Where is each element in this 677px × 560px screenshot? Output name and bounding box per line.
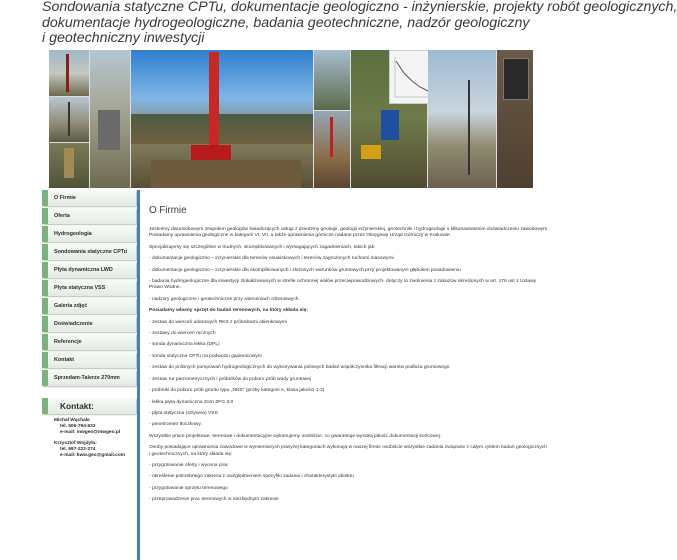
photo-field-sample (314, 111, 350, 188)
list-item-equipment: - zestaw do wierceń udarowych RKS z próbnikami okienkowymi (149, 319, 288, 325)
contact-email-1[interactable]: e-mail: mwgeo@mwgeo.pl (60, 430, 121, 435)
menu-item-galeria[interactable]: Galeria zdjęć (42, 298, 136, 314)
list-item-equipment: - próbniki do poboru prób gruntu typu „NNS" (próby kategorii A, klasa jakości 1-2) (149, 388, 325, 394)
header-photo-collage (49, 50, 533, 188)
paragraph-equipment-heading: Posiadamy własny sprzęt do badań terenowych, na który składa się: (149, 308, 309, 314)
menu-item-plyta-vss[interactable]: Płyta statyczna VSS (42, 280, 136, 296)
list-item-cycle: - określenie potrzebnego zakresu z uwzględnieniem specyfiki zadania i charakterystyki obiektu (149, 474, 354, 480)
list-item-specialization: - dokumentacje geologiczno – inżynierskie dla skomplikowanych i złożonych warunków gruntowych przy projektowanym głębokim posadowieniu (149, 267, 461, 273)
menu-item-hydrogeologia[interactable]: Hydrogeologia (42, 226, 136, 242)
list-item-equipment: - płyta statyczna (sztywna) VSS (149, 410, 218, 416)
sidebar-menu (42, 190, 136, 388)
photo-equipment-trees (314, 50, 350, 110)
photo-wheel-rig (90, 50, 130, 188)
paragraph-quality: Wszystkie prace projektowe, terenowe i dokumentacyjne wykonujemy osobiście, co gwarantuje wysoką jakość dokumentacji końcowej. (149, 433, 442, 439)
list-item-cycle: - przeprowadzenie prac terenowych w niezbędnym zakresie (149, 497, 279, 503)
list-item-cycle: - przygotowanie sprzętu terenowego (149, 485, 228, 491)
list-item-specialization: - badania hydrogeologiczne dla inwestycji zlokalizowanych w strefie ochronnej wałów przeciwpowodziowych- dotyczy to zwolnienia z zakazów określonych w art. 176 ust 1 Ustawy Prawo Wodne. (149, 279, 537, 291)
list-item-equipment: - sonda statyczna CPTu na podwoziu gąsienicowym (149, 353, 262, 359)
photo-drill-rig-field (49, 50, 89, 96)
contact-name-2: Krzysztof Wojdyła: (54, 441, 97, 446)
paragraph-cycle: Osoby posiadające uprawnienia zawodowe w wymienionych powyżej kategoriach wykonują w naszej firmie osobiście wszystkie zadania związane z całym cyklem badań geologicznych i geotechnicznych, na który składa się: (149, 445, 547, 457)
menu-item-referencje[interactable]: Referencje (42, 334, 136, 350)
main-content (149, 205, 549, 509)
contact-phone-2: tel. 697-222-274 (60, 447, 96, 452)
list-item-equipment: - zestaw rur piezometrycznych i próbników do poboru prób wody gruntowej (149, 376, 312, 382)
content-divider (137, 190, 140, 560)
list-item-specialization: - dokumentacje geologiczno – inżynierskie dla terenów osuwiskowych i terenów zagrożonych ruchami masowymi (149, 256, 394, 262)
list-item-cycle: - przygotowanie oferty i wycena prac (149, 462, 229, 468)
menu-item-o-firmie[interactable]: O Firmie (42, 190, 136, 206)
header-line-3: i geotechniczny inwestycji (42, 30, 205, 46)
photo-tripod (49, 97, 89, 142)
list-item-equipment: - zestawy do wierceń ręcznych (149, 331, 216, 337)
list-item-equipment: - lekka płyta dynamiczna Zorn ZFG 3.0 (149, 399, 234, 405)
contact-details (42, 418, 136, 459)
list-item-equipment: - penetrometr tłoczkowy. (149, 422, 202, 428)
page-title: O Firmie (149, 205, 187, 216)
photo-main-cptu-rig (131, 50, 313, 188)
photo-landscape-field (428, 50, 496, 188)
menu-item-oferta[interactable]: Oferta (42, 208, 136, 224)
menu-item-sprzedam[interactable]: Sprzedam-Talerze 270mm (42, 370, 136, 386)
list-item-equipment: - zestaw do próbnych pompowań hydrogeologicznych do wykonywania polowych badań współczynnika filtracji warstw podłoża gruntowego (149, 365, 450, 371)
contact-phone-1: tel. 506-794-533 (60, 424, 96, 429)
paragraph-specialization: Specjalizujemy się szczególnie w trudnych, skomplikowanych i wymagających zagadnieniach, takich jak: (149, 244, 376, 250)
contact-title: Kontakt: (42, 398, 136, 414)
contact-box (42, 398, 136, 459)
list-item-equipment: - sonda dynamiczna lekka (DPL) (149, 342, 220, 348)
menu-item-sondowania[interactable]: Sondowania statyczne CPTu (42, 244, 136, 260)
photo-ground-drilling (49, 143, 89, 188)
header-line-1: Sondowania statyczne CPTu, dokumentacje geologiczno - inżynierskie, projekty robót geologicznych, (42, 0, 677, 15)
menu-item-doswiadczenie[interactable]: Doświadczenie (42, 316, 136, 332)
contact-name-1: Michał Wąchała (54, 418, 90, 423)
page-header-title (42, 0, 677, 47)
photo-graph-printout (389, 50, 433, 104)
menu-item-kontakt[interactable]: Kontakt (42, 352, 136, 368)
menu-item-plyta-lwd[interactable]: Płyta dynamiczna LWD (42, 262, 136, 278)
contact-email-2[interactable]: e-mail: kww.geo@gmail.com (60, 453, 126, 458)
graph-curve-icon (390, 51, 432, 103)
paragraph-intro: Jesteśmy dwuosobowym zespołem geologów świadczących usługi z dziedziny geologii, geologii inżynierskiej, geotechniki i hydrogeologii o kilkunastoletnim doświadczeniu zawodowym. Posiadamy uprawnienia geologiczne w kategorii VI, VII, a także uprawnienia górnicze nadane przez Okręgowy Urząd Górniczy w Krakowie. (149, 227, 549, 239)
header-line-2: dokumentacje hydrogeologiczne, badania geotechniczne, nadzór geologiczny (42, 14, 530, 31)
photo-measuring-device (497, 50, 533, 188)
list-item-specialization: - nadzory geologiczne i geotechniczne przy wierceniach rdzeniowych. (149, 296, 300, 302)
